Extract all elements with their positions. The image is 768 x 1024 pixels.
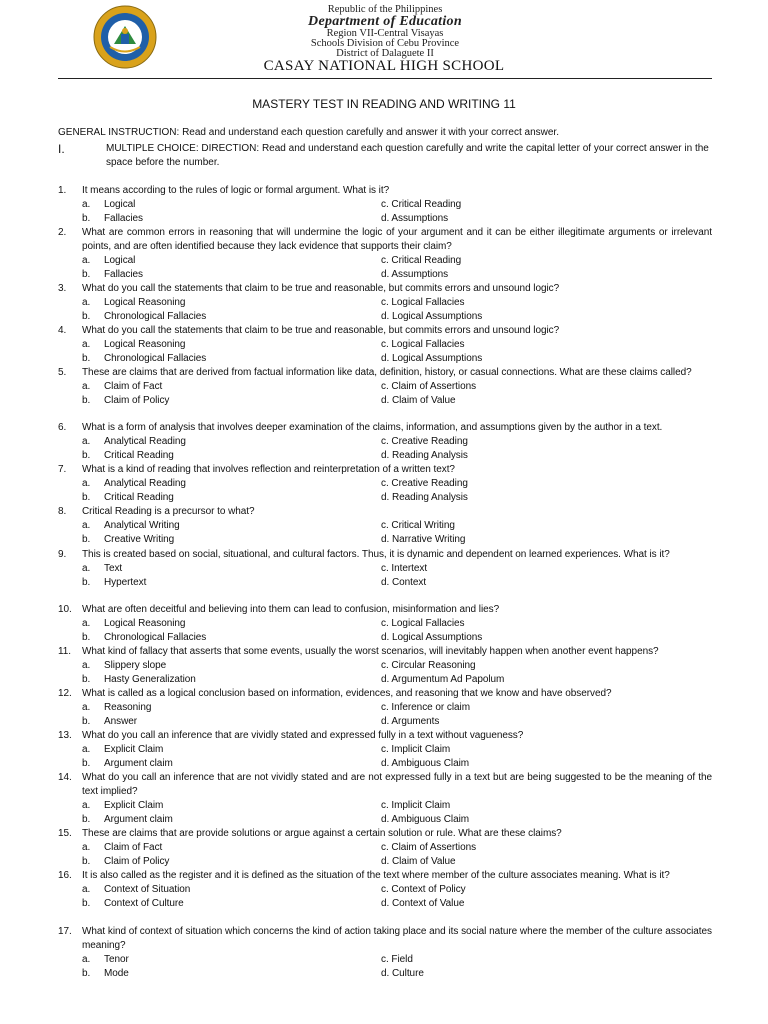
option-a: Logical Reasoning (104, 618, 186, 629)
option-a: Logical (104, 255, 136, 266)
question-text: What do you call an inference that are not vividly stated and are not expressed fully in a text but are being suggested to be the meaning of the text implied? (82, 772, 712, 797)
option-row (58, 701, 712, 715)
question-item (58, 548, 712, 590)
option-b: Chronological Fallacies (104, 632, 207, 643)
question-item (58, 925, 712, 981)
option-row (58, 841, 712, 855)
question-number: 5. (58, 367, 67, 378)
question-text: What is a form of analysis that involves deeper examination of the claims, information, and assumptions given by the author in a text. (82, 422, 663, 433)
option-a: Slippery slope (104, 660, 167, 671)
option-letter: b. (82, 898, 91, 909)
option-row (58, 757, 712, 771)
question-number: 10. (58, 604, 72, 615)
question-item (58, 421, 712, 463)
option-letter: a. (82, 520, 91, 531)
option-letter: b. (82, 716, 91, 727)
question-number: 14. (58, 772, 72, 783)
school-name: CASAY NATIONAL HIGH SCHOOL (263, 58, 505, 74)
question-item (58, 366, 712, 408)
option-c: c. Intertext (381, 563, 428, 574)
question-text: These are claims that are derived from factual information like data, definition, history, or casual connections. What are these claims called? (82, 367, 692, 378)
option-row (58, 813, 712, 827)
question-number: 3. (58, 283, 67, 294)
option-letter: a. (82, 255, 91, 266)
question-text: What are common errors in reasoning that will undermine the logic of your argument and it can be either illegitimate arguments or irrelevant points, and are often identified because they lack evidence that supports their claim? (82, 227, 712, 252)
option-row (58, 743, 712, 757)
option-a: Logical Reasoning (104, 339, 186, 350)
question-number: 4. (58, 325, 67, 336)
question-text: What do you call the statements that claim to be true and reasonable, but commits errors and unsound logic? (82, 325, 560, 336)
option-b: Hasty Generalization (104, 674, 196, 685)
question-text: What kind of context of situation which concerns the kind of action taking place and its social nature where the member of the culture associates meaning? (82, 926, 712, 951)
option-letter: b. (82, 814, 91, 825)
option-d: d. Logical Assumptions (381, 632, 483, 643)
question-item (58, 771, 712, 827)
option-a: Tenor (104, 954, 129, 965)
option-a: Claim of Fact (104, 842, 163, 853)
question-number: 12. (58, 688, 72, 699)
option-b: Fallacies (104, 213, 144, 224)
question-number: 8. (58, 506, 67, 517)
option-b: Hypertext (104, 577, 147, 588)
option-row (58, 310, 712, 324)
option-c: c. Creative Reading (381, 478, 468, 489)
option-d: d. Context of Value (381, 898, 465, 909)
option-d: d. Claim of Value (381, 856, 456, 867)
option-a: Reasoning (104, 702, 152, 713)
question-number: 11. (58, 646, 72, 657)
option-row (58, 198, 712, 212)
option-d: d. Reading Analysis (381, 450, 468, 461)
option-a: Text (104, 563, 123, 574)
option-c: c. Logical Fallacies (381, 339, 465, 350)
option-letter: b. (82, 968, 91, 979)
option-a: Context of Situation (104, 884, 191, 895)
option-letter: b. (82, 856, 91, 867)
option-b: Answer (104, 716, 138, 727)
option-b: Mode (104, 968, 129, 979)
option-letter: b. (82, 450, 91, 461)
question-item (58, 729, 712, 771)
question-text: This is created based on social, situational, and cultural factors. Thus, it is dynamic and dependent on learned experiences. What is it? (82, 549, 670, 560)
option-d: d. Arguments (381, 716, 440, 727)
option-letter: a. (82, 884, 91, 895)
option-row (58, 673, 712, 687)
question-number: 13. (58, 730, 72, 741)
district-line: District of Dalaguete II (336, 48, 434, 59)
option-d: d. Logical Assumptions (381, 311, 483, 322)
option-b: Critical Reading (104, 492, 174, 503)
option-a: Analytical Reading (104, 436, 186, 447)
option-b: Chronological Fallacies (104, 353, 207, 364)
option-row (58, 533, 712, 547)
question-number: 2. (58, 227, 67, 238)
option-letter: b. (82, 492, 91, 503)
option-letter: b. (82, 213, 91, 224)
option-row (58, 855, 712, 869)
option-b: Claim of Policy (104, 395, 170, 406)
question-number: 15. (58, 828, 72, 839)
option-letter: a. (82, 842, 91, 853)
question-item (58, 869, 712, 911)
question-item (58, 463, 712, 505)
option-a: Explicit Claim (104, 800, 164, 811)
option-letter: b. (82, 269, 91, 280)
option-a: Claim of Fact (104, 381, 163, 392)
question-text: What are often deceitful and believing into them can lead to confusion, misinformation and lies? (82, 604, 500, 615)
option-c: c. Creative Reading (381, 436, 468, 447)
option-row (58, 967, 712, 981)
option-row (58, 338, 712, 352)
option-b: Chronological Fallacies (104, 311, 207, 322)
option-d: d. Assumptions (381, 269, 449, 280)
option-letter: a. (82, 563, 91, 574)
option-b: Creative Writing (104, 534, 175, 545)
option-c: c. Claim of Assertions (381, 381, 477, 392)
option-a: Logical (104, 199, 136, 210)
letterhead (0, 0, 768, 82)
question-text: What kind of fallacy that asserts that some events, usually the worst scenarios, will inevitably happen when another event happens? (82, 646, 659, 657)
option-row (58, 897, 712, 911)
option-c: c. Context of Policy (381, 884, 466, 895)
option-b: Fallacies (104, 269, 144, 280)
question-item (58, 324, 712, 366)
part-direction-text: MULTIPLE CHOICE: DIRECTION: Read and understand each question carefully and write the capital letter of your correct answer in the space before the number. (106, 143, 709, 168)
option-letter: b. (82, 534, 91, 545)
region-line: Region VII-Central Visayas (326, 28, 444, 39)
option-row (58, 617, 712, 631)
option-row (58, 435, 712, 449)
option-row (58, 715, 712, 729)
option-letter: b. (82, 632, 91, 643)
option-letter: a. (82, 297, 91, 308)
option-letter: a. (82, 339, 91, 350)
option-row (58, 212, 712, 226)
option-row (58, 449, 712, 463)
question-item (58, 226, 712, 282)
option-c: c. Field (381, 954, 413, 965)
option-d: d. Context (381, 577, 427, 588)
question-number: 6. (58, 422, 67, 433)
option-letter: b. (82, 395, 91, 406)
option-row (58, 576, 712, 590)
part-numeral: I. (58, 142, 65, 156)
option-row (58, 394, 712, 408)
option-letter: a. (82, 800, 91, 811)
option-b: Claim of Policy (104, 856, 170, 867)
option-letter: b. (82, 353, 91, 364)
option-letter: a. (82, 954, 91, 965)
test-title: MASTERY TEST IN READING AND WRITING 11 (252, 97, 516, 111)
option-a: Analytical Reading (104, 478, 186, 489)
question-number: 7. (58, 464, 67, 475)
option-c: c. Implicit Claim (381, 744, 451, 755)
question-item (58, 827, 712, 869)
option-letter: a. (82, 436, 91, 447)
question-item (58, 505, 712, 547)
question-number: 1. (58, 185, 67, 196)
question-text: What do you call the statements that claim to be true and reasonable, but commits errors and unsound logic? (82, 283, 560, 294)
question-item (58, 282, 712, 324)
division-line: Schools Division of Cebu Province (310, 38, 460, 49)
option-row (58, 631, 712, 645)
question-item (58, 687, 712, 729)
question-item (58, 645, 712, 687)
option-row (58, 659, 712, 673)
option-d: d. Logical Assumptions (381, 353, 483, 364)
header-divider (58, 78, 712, 79)
option-row (58, 491, 712, 505)
option-row (58, 477, 712, 491)
question-number: 16. (58, 870, 72, 881)
option-d: d. Argumentum Ad Papolum (381, 674, 505, 685)
option-letter: b. (82, 674, 91, 685)
option-d: d. Reading Analysis (381, 492, 468, 503)
option-d: d. Ambiguous Claim (381, 758, 470, 769)
question-text: It is also called as the register and it is defined as the situation of the text where member of the culture associates meaning. What is it? (82, 870, 670, 881)
question-text: What is a kind of reading that involves reflection and reinterpretation of a written text? (82, 464, 455, 475)
option-b: Context of Culture (104, 898, 184, 909)
option-d: d. Assumptions (381, 213, 449, 224)
option-row (58, 883, 712, 897)
option-row (58, 352, 712, 366)
republic-line: Republic of the Philippines (327, 4, 443, 15)
option-row (58, 953, 712, 967)
question-item (58, 603, 712, 645)
option-letter: a. (82, 199, 91, 210)
option-d: d. Ambiguous Claim (381, 814, 470, 825)
option-letter: a. (82, 478, 91, 489)
option-row (58, 519, 712, 533)
department-name: Department of Education (308, 14, 462, 29)
option-letter: a. (82, 381, 91, 392)
question-number: 9. (58, 549, 67, 560)
option-letter: a. (82, 702, 91, 713)
option-row (58, 296, 712, 310)
option-b: Critical Reading (104, 450, 174, 461)
option-letter: b. (82, 577, 91, 588)
option-row (58, 380, 712, 394)
option-row (58, 562, 712, 576)
option-c: c. Circular Reasoning (381, 660, 476, 671)
question-text: What is called as a logical conclusion based on information, evidences, and reasoning that we know and have observed? (82, 688, 612, 699)
option-row (58, 268, 712, 282)
option-letter: a. (82, 744, 91, 755)
option-c: c. Critical Writing (381, 520, 455, 531)
question-text: It means according to the rules of logic or formal argument. What is it? (82, 185, 390, 196)
letterhead-text (250, 5, 520, 59)
option-b: Argument claim (104, 814, 173, 825)
option-c: c. Critical Reading (381, 255, 462, 266)
option-d: d. Narrative Writing (381, 534, 466, 545)
option-c: c. Logical Fallacies (381, 297, 465, 308)
part-directions (58, 142, 712, 170)
option-b: Argument claim (104, 758, 173, 769)
option-letter: b. (82, 758, 91, 769)
question-text: Critical Reading is a precursor to what? (82, 506, 255, 517)
option-a: Explicit Claim (104, 744, 164, 755)
question-number: 17. (58, 926, 72, 937)
option-c: c. Implicit Claim (381, 800, 451, 811)
question-text: These are claims that are provide solutions or argue against a certain solution or rule. What are these claims? (82, 828, 562, 839)
option-row (58, 799, 712, 813)
option-row (58, 254, 712, 268)
option-c: c. Critical Reading (381, 199, 462, 210)
option-letter: b. (82, 311, 91, 322)
question-item (58, 184, 712, 226)
option-c: c. Claim of Assertions (381, 842, 477, 853)
option-c: c. Logical Fallacies (381, 618, 465, 629)
option-letter: a. (82, 618, 91, 629)
question-text: What do you call an inference that are vividly stated and expressed fully in a text without vagueness? (82, 730, 524, 741)
option-a: Logical Reasoning (104, 297, 186, 308)
option-c: c. Inference or claim (381, 702, 470, 713)
option-d: d. Claim of Value (381, 395, 456, 406)
option-d: d. Culture (381, 968, 424, 979)
option-a: Analytical Writing (104, 520, 180, 531)
general-instruction: GENERAL INSTRUCTION: Read and understand each question carefully and answer it with your correct answer. (58, 127, 559, 138)
option-letter: a. (82, 660, 91, 671)
